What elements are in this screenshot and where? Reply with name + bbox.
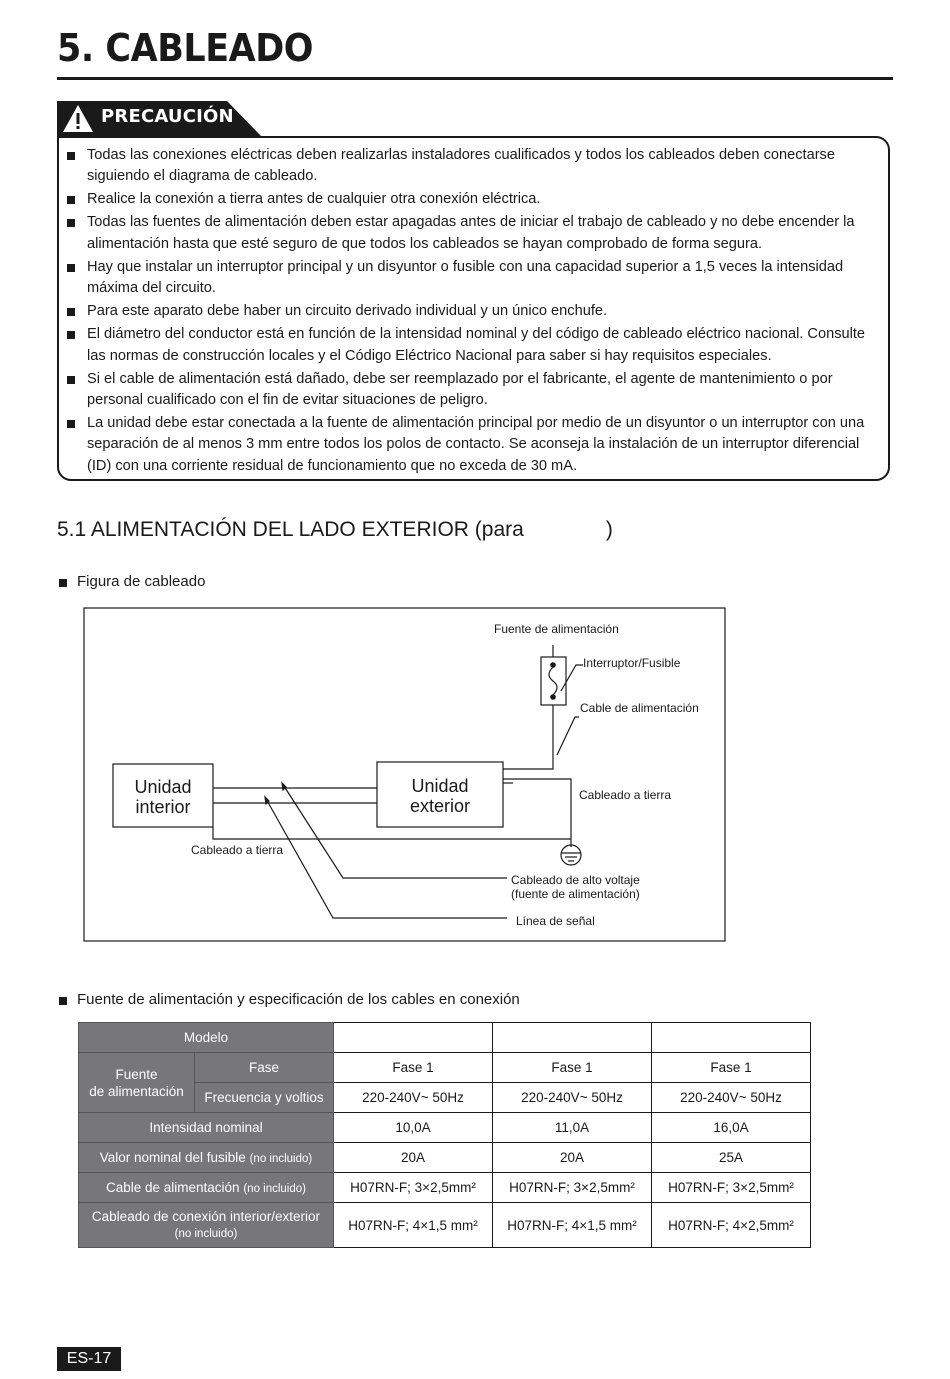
table-cell: H07RN-F; 4×1,5 mm² bbox=[493, 1203, 652, 1248]
bullet-icon bbox=[67, 420, 75, 428]
table-row bbox=[79, 1113, 811, 1143]
table-row bbox=[79, 1143, 811, 1173]
model-header: Modelo bbox=[79, 1023, 334, 1053]
table-row bbox=[79, 1053, 811, 1083]
table-cell: 20A bbox=[334, 1143, 493, 1173]
figure-label: Figura de cableado bbox=[77, 573, 206, 590]
bullet-icon bbox=[67, 376, 75, 384]
indoor-unit-label-1: Unidad bbox=[134, 777, 192, 797]
ground-icon bbox=[561, 845, 581, 865]
list-item: Para este aparato debe haber un circuito derivado individual y un único enchufe. bbox=[67, 301, 882, 322]
outdoor-unit-label-2: exterior bbox=[409, 796, 471, 816]
table-cell: 10,0A bbox=[334, 1113, 493, 1143]
bullet-icon bbox=[59, 579, 67, 587]
table-cell: Fase 1 bbox=[652, 1053, 811, 1083]
leader-line bbox=[265, 797, 507, 918]
leader-line bbox=[561, 665, 583, 691]
list-item: Todas las conexiones eléctricas deben realizarlas instaladores cualificados y todos los cableados deben conectarse siguiendo el diagrama de cableado. bbox=[67, 145, 882, 188]
ground-left-label: Cableado a tierra bbox=[191, 843, 284, 857]
power-source-label: Fuente de alimentación bbox=[494, 622, 619, 636]
table-cell: 16,0A bbox=[652, 1113, 811, 1143]
title-divider bbox=[57, 77, 893, 80]
outdoor-unit-label-1: Unidad bbox=[411, 776, 469, 796]
power-cable-label: Cable de alimentación bbox=[580, 701, 699, 715]
caution-list bbox=[67, 145, 882, 479]
wiring-diagram bbox=[83, 607, 726, 942]
bullet-icon bbox=[67, 264, 75, 272]
section-heading: 5.1 ALIMENTACIÓN DEL LADO EXTERIOR (para ) bbox=[57, 518, 613, 541]
page-title: 5. CABLEADO bbox=[57, 26, 314, 70]
power-cable-header: Cable de alimentación (no incluido) bbox=[79, 1173, 334, 1203]
table-cell: 25A bbox=[652, 1143, 811, 1173]
current-header: Intensidad nominal bbox=[79, 1113, 334, 1143]
indoor-unit-label-2: interior bbox=[135, 797, 191, 817]
bullet-icon bbox=[67, 331, 75, 339]
table-row bbox=[79, 1203, 811, 1248]
list-item: El diámetro del conductor está en función de la intensidad nominal y del código de cableado eléctrico nacional. Consulte las normas de construcción locales y el Código Eléctrico Nacional para saber si hay requisitos especiales. bbox=[67, 324, 882, 367]
table-cell: H07RN-F; 4×1,5 mm² bbox=[334, 1203, 493, 1248]
list-item: Si el cable de alimentación está dañado, debe ser reemplazado por el fabricante, el agente de mantenimiento o por personal cualificado con el fin de evitar situaciones de peligro. bbox=[67, 369, 882, 412]
fuse-header: Valor nominal del fusible (no incluido) bbox=[79, 1143, 334, 1173]
ground-wire bbox=[213, 827, 571, 839]
bullet-icon bbox=[67, 152, 75, 160]
power-wire bbox=[503, 705, 553, 769]
model-cell bbox=[334, 1023, 493, 1053]
ground-wire bbox=[503, 779, 571, 839]
table-label: Fuente de alimentación y especificación de los cables en conexión bbox=[77, 991, 520, 1008]
table-row bbox=[79, 1173, 811, 1203]
table-cell: 20A bbox=[493, 1143, 652, 1173]
interconnect-header: Cableado de conexión interior/exterior (no incluido) bbox=[79, 1203, 334, 1248]
table-cell: 220-240V~ 50Hz bbox=[493, 1083, 652, 1113]
bullet-icon bbox=[67, 196, 75, 204]
table-cell: Fase 1 bbox=[334, 1053, 493, 1083]
list-item: Hay que instalar un interruptor principal y un disyuntor o fusible con una capacidad superior a 1,5 veces la intensidad máxima del circuito. bbox=[67, 257, 882, 300]
table-cell: H07RN-F; 3×2,5mm² bbox=[652, 1173, 811, 1203]
high-voltage-label-2: (fuente de alimentación) bbox=[511, 887, 640, 901]
page-number: ES-17 bbox=[57, 1347, 121, 1371]
leader-line bbox=[282, 783, 507, 878]
switch-contact bbox=[551, 663, 555, 667]
bullet-icon bbox=[67, 308, 75, 316]
list-item: Todas las fuentes de alimentación deben estar apagadas antes de iniciar el trabajo de cableado y no debe encender la alimentación hasta que esté seguro de que todos los cableados se hayan comprobado de forma segura. bbox=[67, 212, 882, 255]
bullet-icon bbox=[59, 997, 67, 1005]
table-row bbox=[79, 1023, 811, 1053]
switch-contact bbox=[551, 695, 555, 699]
fuse-symbol bbox=[549, 667, 557, 695]
switch-fuse-label: Interruptor/Fusible bbox=[583, 656, 681, 670]
list-item: La unidad debe estar conectada a la fuente de alimentación principal por medio de un disyuntor o un interruptor con una separación de al menos 3 mm entre todos los polos de contacto. Se aconseja la instalación de un interruptor diferencial (ID) con una corriente residual de funcionamiento que no exceda de 30 mA. bbox=[67, 413, 882, 477]
phase-header: Fase bbox=[195, 1053, 334, 1083]
table-cell: 11,0A bbox=[493, 1113, 652, 1143]
table-cell: Fase 1 bbox=[493, 1053, 652, 1083]
model-cell bbox=[493, 1023, 652, 1053]
leader-line bbox=[557, 717, 579, 755]
bullet-icon bbox=[67, 219, 75, 227]
ground-right-label: Cableado a tierra bbox=[579, 788, 672, 802]
table-cell: H07RN-F; 3×2,5mm² bbox=[493, 1173, 652, 1203]
spec-table bbox=[78, 1022, 811, 1248]
list-item: Realice la conexión a tierra antes de cualquier otra conexión eléctrica. bbox=[67, 189, 882, 210]
caution-label: PRECAUCIÓN bbox=[101, 106, 234, 127]
signal-line-label: Línea de señal bbox=[516, 914, 595, 928]
table-cell: 220-240V~ 50Hz bbox=[334, 1083, 493, 1113]
table-cell: H07RN-F; 4×2,5mm² bbox=[652, 1203, 811, 1248]
frequency-header: Frecuencia y voltios bbox=[195, 1083, 334, 1113]
table-cell: 220-240V~ 50Hz bbox=[652, 1083, 811, 1113]
high-voltage-label-1: Cableado de alto voltaje bbox=[511, 873, 640, 887]
table-cell: H07RN-F; 3×2,5mm² bbox=[334, 1173, 493, 1203]
power-source-header: Fuente de alimentación bbox=[79, 1053, 195, 1113]
model-cell bbox=[652, 1023, 811, 1053]
